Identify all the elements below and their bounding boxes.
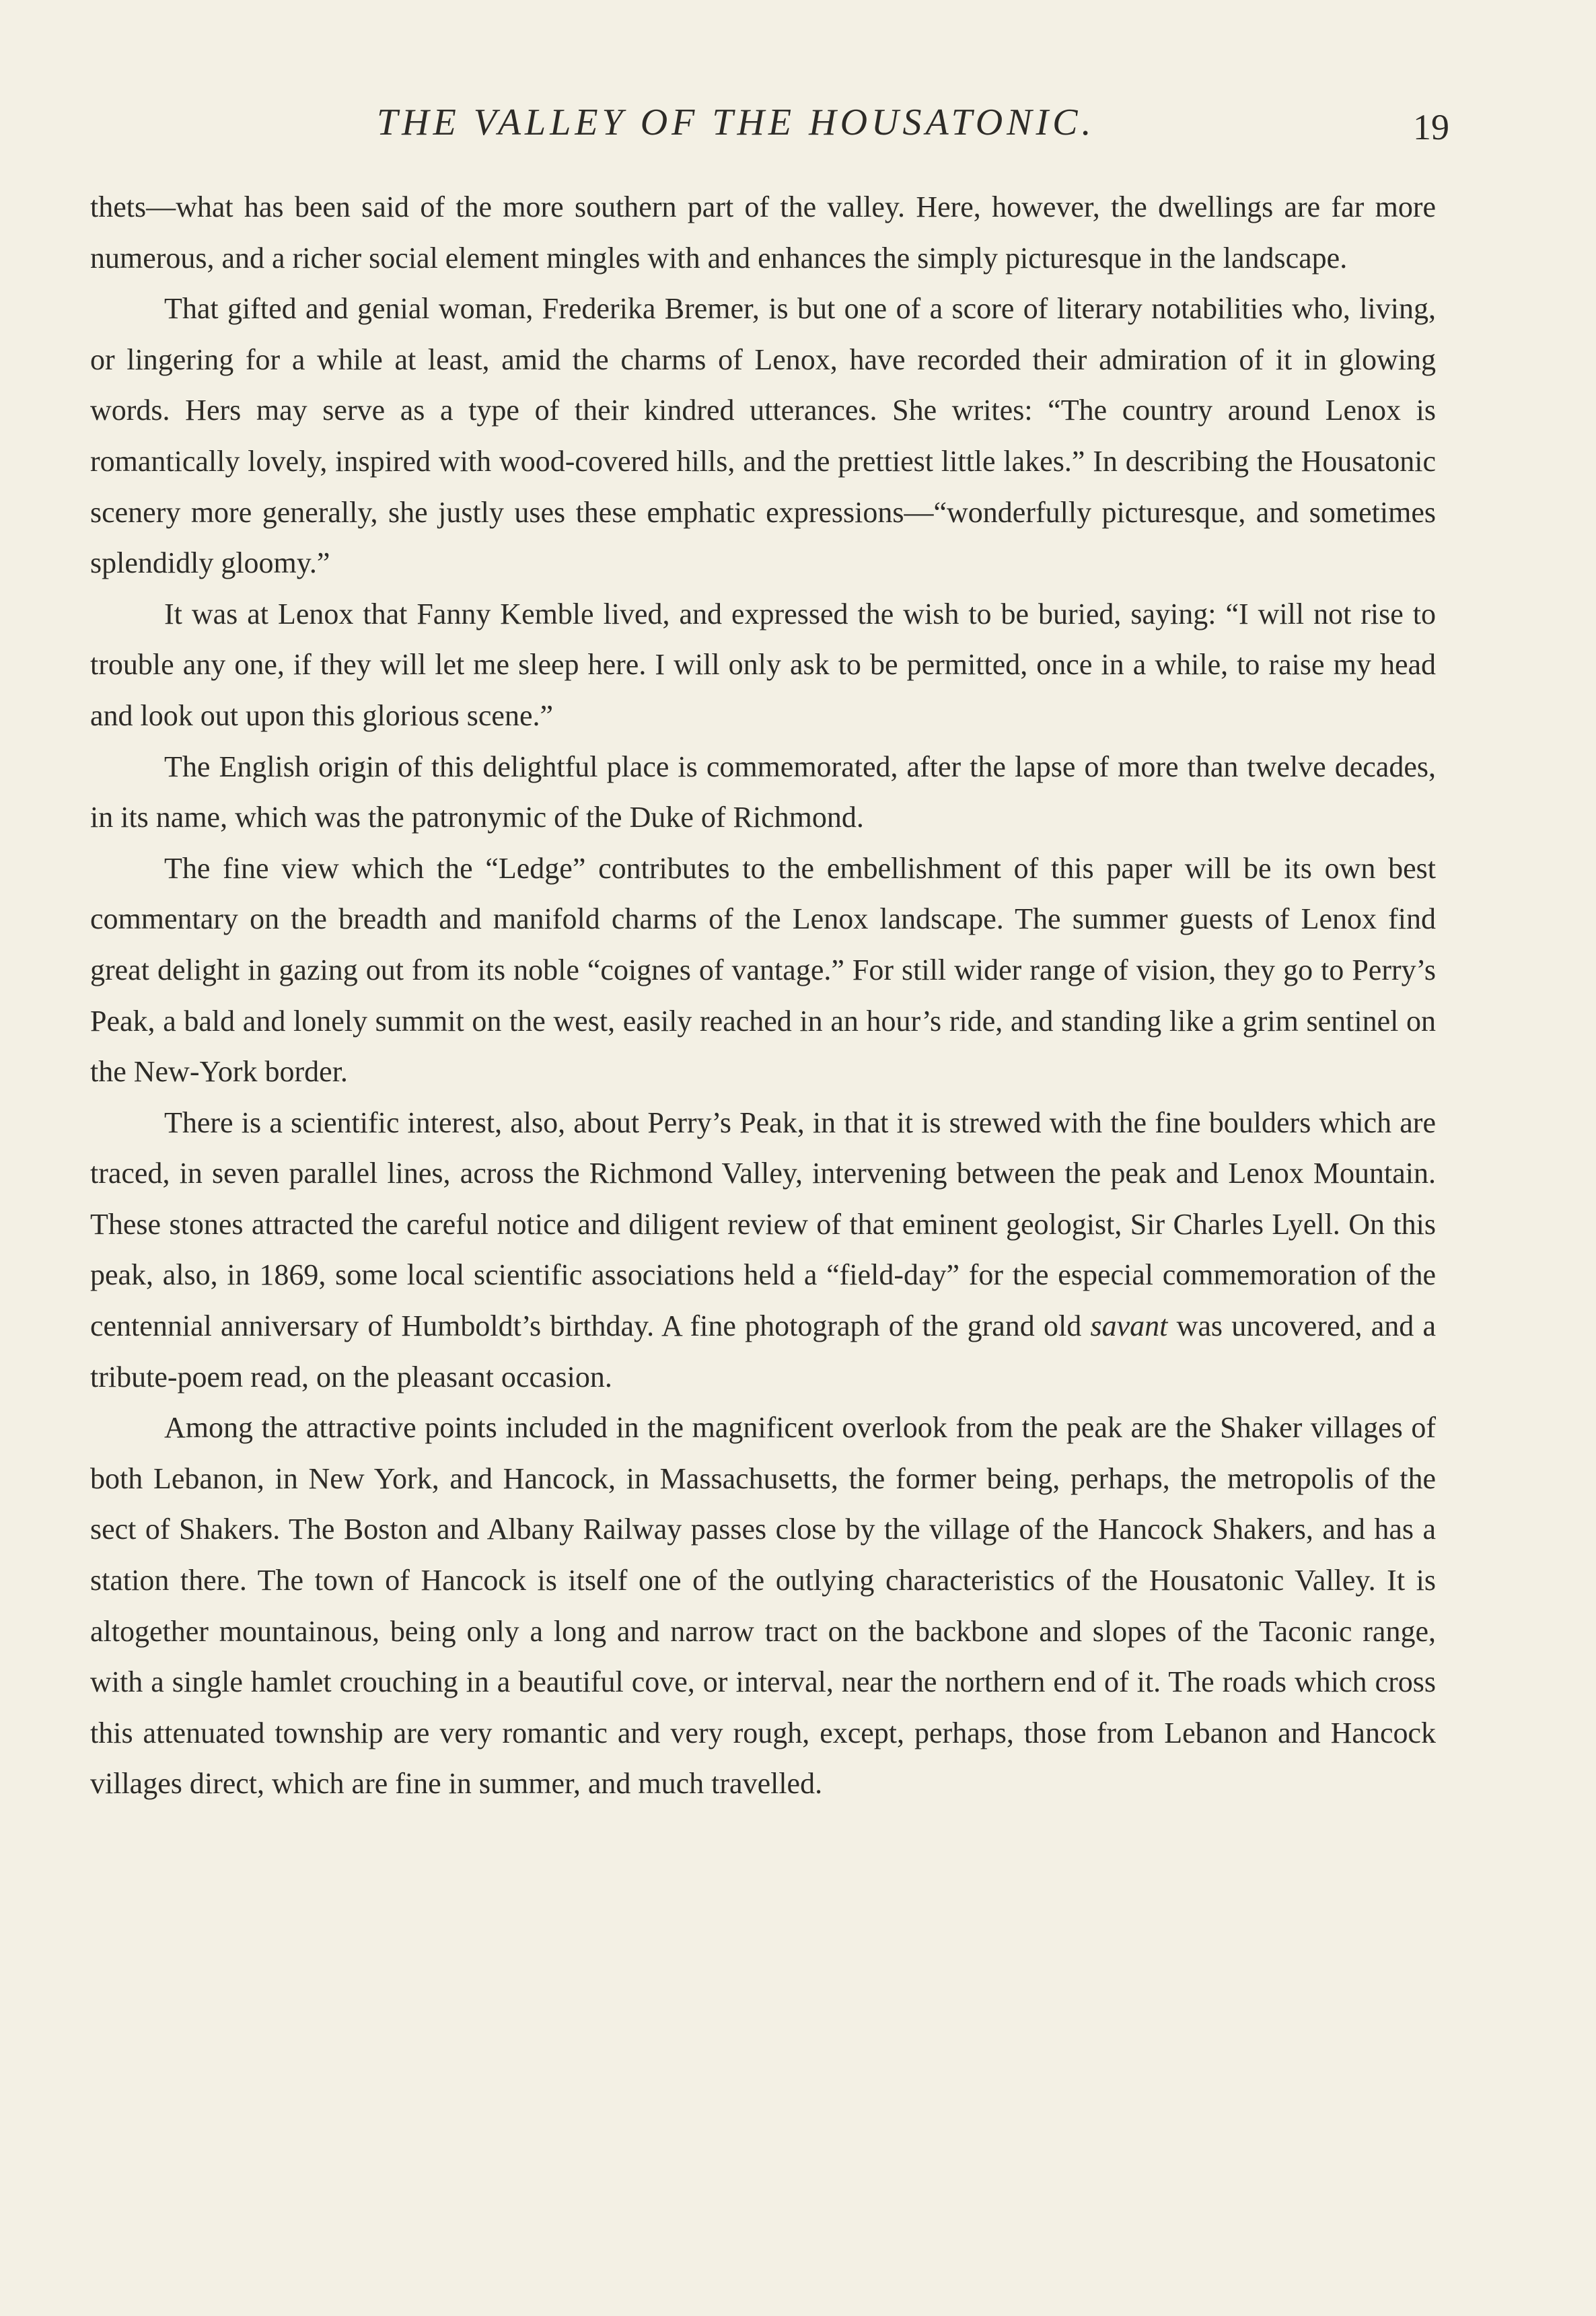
paragraph-kemble: It was at Lenox that Fanny Kemble lived, and expressed the wish to be buried, saying: “I will not rise to trouble any one, if they will let me sleep here. I will only ask to be permitted, once in a while, to raise my head and look out upon this glorious scene.” xyxy=(90,597,1436,732)
paragraph-origin: The English origin of this delightful place is commemorated, after the lapse of more than twelve decades, in its name, which was the patronymic of the Duke of Richmond. xyxy=(90,750,1436,834)
paragraph-continuation: thets—what has been said of the more southern part of the valley. Here, however, the dwellings are far more numerous, and a richer social element mingles with and enhances the simply picturesque in the landscape. xyxy=(90,190,1436,275)
savant-italic: savant xyxy=(1090,1309,1168,1343)
running-head xyxy=(0,101,1596,155)
running-title: THE VALLEY OF THE HOUSATONIC. xyxy=(377,102,1095,143)
paragraph-perrys-peak xyxy=(90,1097,1436,1403)
paragraph-shakers: Among the attractive points included in the magnificent overlook from the peak are the Shaker villages of both Lebanon, in New York, and Hancock, in Massachusetts, the former being, perhaps, the metropolis of the sect of Shakers. The Boston and Albany Railway passes close by the village of the Hancock Shakers, and has a station there. The town of Hancock is itself one of the outlying characteristics of the Housatonic Valley. It is altogether mountainous, being only a long and narrow tract on the backbone and slopes of the Taconic range, with a single hamlet crouching in a beautiful cove, or interval, near the northern end of it. The roads which cross this attenuated township are very romantic and very rough, except, perhaps, those from Lebanon and Hancock villages direct, which are fine in summer, and much travelled. xyxy=(90,1411,1436,1801)
perrys-peak-text-end: was uncovered, and a tribute-poem read, on the pleasant occasion. xyxy=(90,1309,1437,1394)
page-number: 19 xyxy=(1413,107,1449,147)
paragraph-ledge: The fine view which the “Ledge” contributes to the embellishment of this paper will be its own best commentary on the breadth and manifold charms of the Lenox landscape. The summer guests of Lenox find great delight in gazing out from its noble “coignes of vantage.” For still wider range of vision, they go to Perry’s Peak, a bald and lonely summit on the west, easily reached in an hour’s ride, and standing like a grim sentinel on the New-York border. xyxy=(90,851,1436,1089)
perrys-peak-text: There is a scientific interest, also, about Perry’s Peak, in that it is strewed with the fine boulders which are traced, in seven parallel lines, across the Richmond Valley, intervening between the peak and Lenox Mountain. These stones attracted the careful notice and diligent review of that eminent geologist, Sir Charles Lyell. On this peak, also, in 1869, some local scientific associations held a “field-day” for the especial commemoration of the centennial anniversary of Humboldt’s birthday. A fine photograph of the grand old xyxy=(90,1106,1436,1343)
body-text xyxy=(90,182,1436,1809)
paragraph-bremer: That gifted and genial woman, Frederika Bremer, is but one of a score of literary notabilities who, living, or lingering for a while at least, amid the charms of Lenox, have recorded their admiration of it in glowing words. Hers may serve as a type of their kindred utterances. She writes: “The country around Lenox is romantically lovely, inspired with wood-covered hills, and the prettiest little lakes.” In describing the Housatonic scenery more generally, she justly uses these emphatic expressions—“wonderfully picturesque, and sometimes splendidly gloomy.” xyxy=(90,292,1436,580)
